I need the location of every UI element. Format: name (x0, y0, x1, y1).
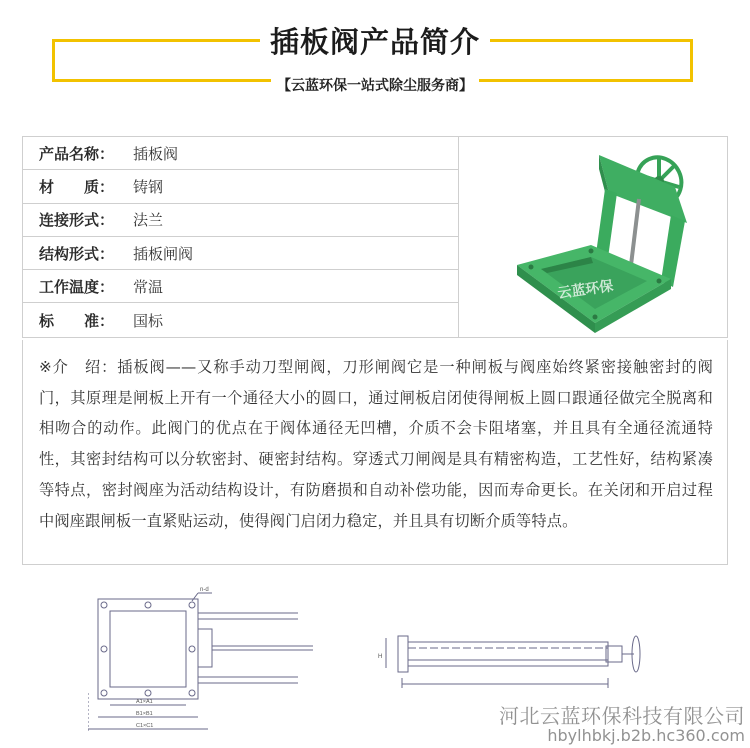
spec-label: 材 质： (39, 177, 115, 196)
page-title-wrap (0, 22, 750, 62)
page-subtitle: 【云蓝环保一站式除尘服务商】 (271, 75, 479, 97)
spec-row-temperature (23, 270, 458, 303)
spec-value: 插板阀 (133, 144, 179, 163)
page-title: 插板阀产品简介 (260, 22, 490, 62)
dim-c-label: C1×C1 (136, 723, 154, 729)
spec-value: 铸钢 (133, 177, 164, 196)
spec-value: 常温 (133, 277, 164, 296)
spec-row-structure (23, 237, 458, 270)
spec-rows (23, 137, 458, 337)
dim-b-label: B1×B1 (136, 711, 153, 717)
spec-label: 标 准： (39, 311, 115, 330)
spec-label: 产品名称： (39, 144, 115, 163)
dim-a-label: A1×A1 (136, 699, 153, 705)
spec-table (22, 136, 728, 338)
spec-label: 工作温度： (39, 277, 115, 296)
watermark-url: hbylhbkj.b2b.hc360.com (547, 726, 745, 745)
watermark-company: 河北云蓝环保科技有限公司 (499, 704, 745, 728)
spec-value: 国标 (133, 311, 164, 330)
product-logo-text: 云蓝环保 (556, 277, 615, 301)
subtitle-wrap (0, 75, 750, 97)
spec-label: 结构形式： (39, 244, 115, 263)
front-view-drawing (88, 583, 313, 741)
side-view-drawing (368, 618, 650, 696)
side-view-drawing-icon (368, 618, 650, 696)
dim-h-label: H (378, 654, 383, 660)
spec-row-connection (23, 204, 458, 237)
knife-gate-valve-icon (459, 137, 727, 337)
nd-label: n-d (200, 587, 209, 593)
description-box (22, 340, 728, 565)
spec-row-name (23, 137, 458, 170)
spec-row-standard (23, 303, 458, 336)
spec-value: 插板闸阀 (133, 244, 194, 263)
spec-row-material (23, 170, 458, 203)
spec-value: 法兰 (133, 211, 164, 230)
spec-label: 连接形式： (39, 211, 115, 230)
front-view-drawing-icon (88, 583, 313, 741)
product-photo (459, 137, 727, 337)
description-text: ※介 绍：插板阀——又称手动刀型闸阀，刀形闸阀它是一种闸板与阀座始终紧密接触密封的阀门，其原理是闸板上开有一个通径大小的圆口，通过闸板启闭使得闸板上圆口跟通径做完全脱离和相吻合的动作。此阀门的优点在于阀体通径无凹槽，介质不会卡阻堵塞，并且具有全通径流通特性，其密封结构可以分软密封、硬密封结构。穿透式刀闸阀是具有精密构造，工艺性好，结构紧凑等特点，密封阀座为活动结构设计，有防磨损和自动补偿功能，因而寿命更长。在关闭和开启过程中阀座跟闸板一直紧贴运动，使得阀门启闭力稳定，并且具有切断介质等特点。 (39, 358, 713, 530)
